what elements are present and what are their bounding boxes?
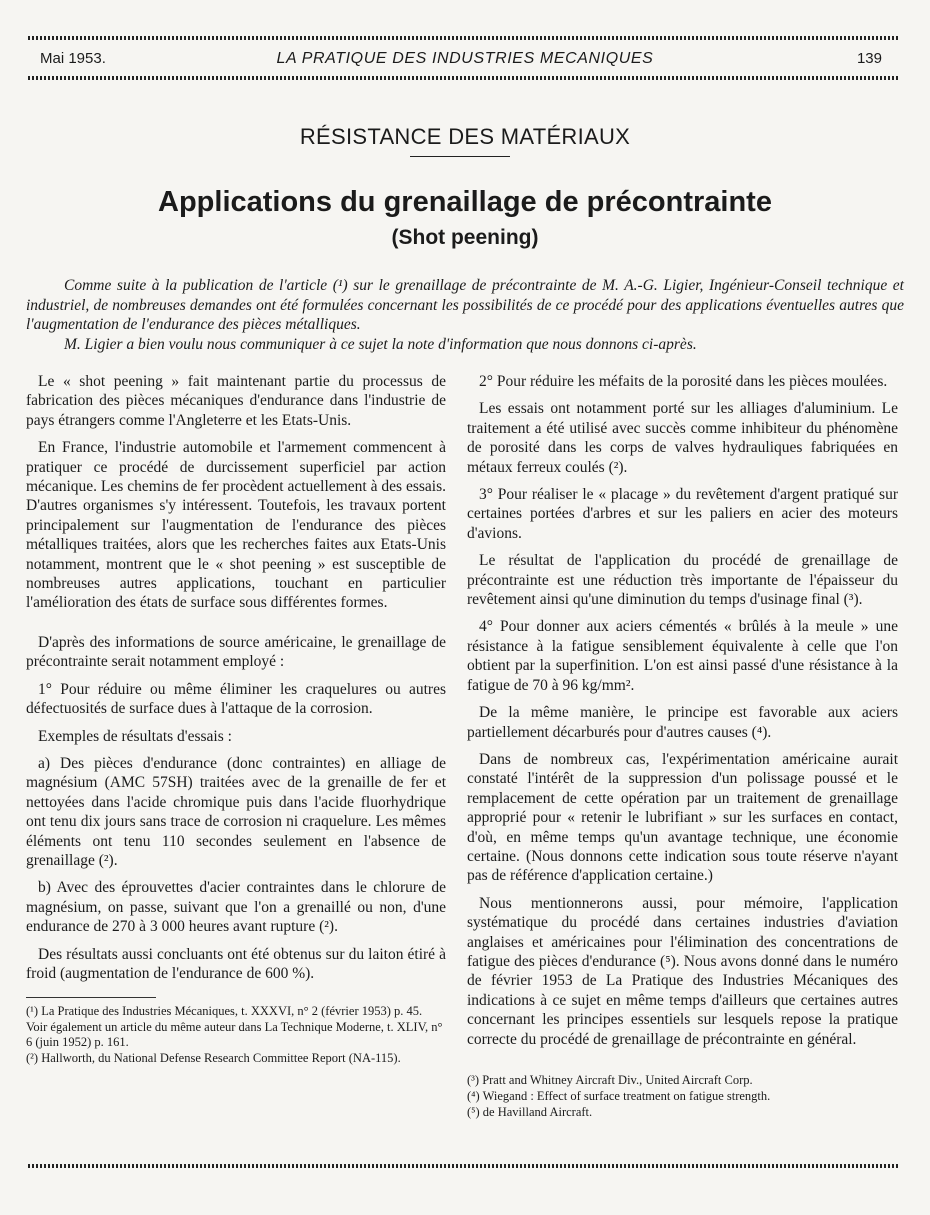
footnote: (⁴) Wiegand : Effect of surface treatment on fatigue strength. (467, 1089, 771, 1103)
footnotes-left (26, 1004, 446, 1066)
top-dotted-rule (28, 36, 900, 40)
footnotes-right (467, 1073, 898, 1120)
footnote: Voir également un article du même auteur dans La Technique Moderne, t. XLIV, n° 6 (juin 1952) p. 161. (26, 1020, 443, 1050)
right-column (467, 372, 898, 1121)
body-paragraph: En France, l'industrie automobile et l'armement commencent à pratiquer ce procédé de durcissement superficiel par action mécanique. Les chemins de fer procèdent actuellement à des essais. D'autres organismes s'y intéressent. Toutefois, les travaux portent principalement sur l'augmentation de l'endurance des pièces métalliques traitées, alors que les recherches faites aux Etats-Unis notamment, montrent que le « shot peening » est susceptible de nombreuses autres applications, touchant en particulier l'amélioration des états de surface sous différentes formes. (26, 439, 446, 612)
footnote: (⁵) de Havilland Aircraft. (467, 1105, 593, 1119)
body-paragraph: 1° Pour réduire ou même éliminer les craquelures ou autres défectuosités de surface dues à l'attaque de la corrosion. (26, 680, 446, 718)
issue-date: Mai 1953. (40, 50, 106, 67)
header-dotted-rule (28, 76, 900, 80)
body-paragraph: 3° Pour réaliser le « placage » du revêtement d'argent pratiqué sur certaines portées d'arbres et sur les paliers en acier des moteurs d'avions. (467, 486, 898, 542)
body-paragraph: De la même manière, le principe est favorable aux aciers partiellement décarburés pour d'autres causes (⁴). (467, 704, 898, 741)
journal-title: LA PRATIQUE DES INDUSTRIES MECANIQUES (276, 50, 654, 67)
intro-paragraph: M. Ligier a bien voulu nous communiquer à ce sujet la note d'information que nous donnons ci-après. (64, 335, 697, 353)
footnote: (²) Hallworth, du National Defense Research Committee Report (NA-115). (26, 1051, 401, 1066)
bottom-dotted-rule (28, 1164, 900, 1168)
intro-paragraph: Comme suite à la publication de l'article (¹) sur le grenaillage de précontrainte de M. A.-G. Ligier, Ingénieur-Conseil technique et industriel, de nombreuses demandes ont été formulées concernant les possibilités de ce procédé pour des applications éventuelles autres que l'augmentation de l'endurance des pièces métalliques. (26, 277, 904, 333)
page-number: 139 (856, 50, 882, 67)
footnote: (¹) La Pratique des Industries Mécaniques, t. XXXVI, n° 2 (février 1953) p. 45. (26, 1004, 423, 1019)
article-title: Applications du grenaillage de précontrainte (158, 186, 772, 218)
body-paragraph: Dans de nombreux cas, l'expérimentation américaine aurait constaté l'intérêt de la suppression d'un polissage poussé et le remplacement de cette opération par un traitement de grenaillage approprié pour « retenir le lubrifiant » sur les surfaces en contact, d'où, en même temps qu'un avantage technique, une économie certaine. (Nous donnons cette indication sous toute réserve n'ayant pas de référence d'application certaine.) (467, 750, 898, 885)
footnote: (³) Pratt and Whitney Aircraft Div., United Aircraft Corp. (467, 1073, 753, 1087)
body-paragraph: Nous mentionnerons aussi, pour mémoire, l'application systématique du procédé dans certaines industries d'aviation anglaises et américaines pour l'élimination des concentrations de fatigue des pièces d'endurance (⁵). Nous avons donné dans le numéro de février 1953 de La Pratique des Industries Mécaniques des indications à ce sujet en même temps d'ailleurs que certaines autres concernant les principes essentiels sur lesquels repose la pratique correcte du procédé de grenaillage de précontrainte en général. (467, 894, 898, 1048)
body-paragraph: Exemples de résultats d'essais : (38, 727, 232, 745)
body-paragraph: Le « shot peening » fait maintenant partie du processus de fabrication des pièces mécaniques d'endurance dans l'industrie de pays étrangers comme l'Angleterre et les Etats-Unis. (26, 373, 446, 429)
body-paragraph: 4° Pour donner aux aciers cémentés « brûlés à la meule » une résistance à la fatigue sensiblement équivalente à celle que l'on obtient par la superfinition. L'on est ainsi passé d'une résistance à la fatigue de 70 à 96 kg/mm². (467, 618, 898, 694)
body-paragraph: Les essais ont notamment porté sur les alliages d'aluminium. Le traitement a été utilisé avec succès comme inhibiteur du phénomène de porosité dans les corps de valves hydrauliques fabriquées en métaux ferreux coulés (²). (467, 400, 898, 476)
running-header (40, 50, 890, 72)
section-heading: RÉSISTANCE DES MATÉRIAUX (299, 124, 631, 149)
left-column (26, 372, 446, 1067)
body-paragraph: D'après des informations de source américaine, le grenaillage de précontrainte serait notamment employé : (26, 633, 446, 671)
body-paragraph: b) Avec des éprouvettes d'acier contraintes dans le chlorure de magnésium, on passe, suivant que l'on a grenaillé ou non, d'une endurance de 270 à 3 000 heures avant rupture (²). (26, 879, 446, 936)
body-paragraph: 2° Pour réduire les méfaits de la porosité dans les pièces moulées. (479, 373, 888, 390)
body-paragraph: a) Des pièces d'endurance (donc contraintes) en alliage de magnésium (AMC 57SH) traitées avec de la grenaille de fer et nettoyées dans l'acide chromique puis dans l'acide fluorhydrique ont tenu dix jours sans trace de corrosion ni craquelure. Les mêmes éléments ont tenu 110 secondes seulement en l'absence de grenaillage (²). (26, 754, 446, 869)
article-subtitle: (Shot peening) (391, 226, 539, 249)
footnote-rule (26, 997, 156, 998)
body-paragraph: Des résultats aussi concluants ont été obtenus sur du laiton étiré à froid (augmentation de l'endurance de 600 %). (26, 945, 446, 982)
section-rule (410, 156, 510, 157)
intro-block (26, 276, 904, 354)
body-paragraph: Le résultat de l'application du procédé de grenaillage de précontrainte est une réduction très importante de l'épaisseur du revêtement ainsi qu'une diminution du temps d'usinage final (³). (467, 552, 898, 609)
